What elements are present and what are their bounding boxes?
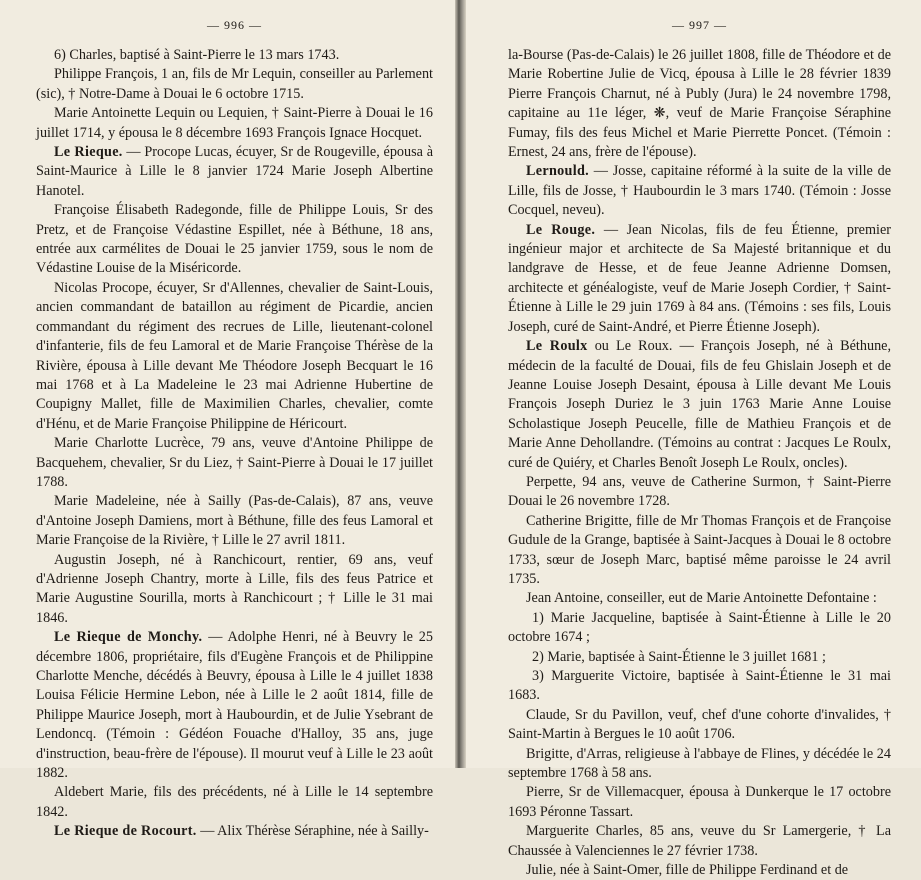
entry-heading: Le Rouge.	[526, 221, 596, 238]
entry-heading: Le Roulx	[526, 338, 588, 355]
entry: Julie, née à Saint-Omer, fille de Philippe Ferdinand et de	[526, 862, 849, 879]
entry: Pierre, Sr de Villemacquer, épousa à Dunkerque le 17 octobre 1693 Péronne Tassart.	[508, 784, 891, 820]
entry: Aldebert Marie, fils des précédents, né à Lille le 14 septembre 1842.	[36, 784, 433, 820]
entry: Perpette, 94 ans, veuve de Catherine Surmon, † Saint-Pierre Douai le 26 novembre 1728.	[508, 473, 891, 510]
entry: Lernould. — Josse, capitaine réformé à la suite de la ville de Lille, fils de Josse, † Haubourdin le 3 mars 1740. (Témoin : Josse Cocquel, neveu).	[508, 163, 891, 219]
left-page	[0, 0, 455, 840]
entry: Augustin Joseph, né à Ranchicourt, rentier, 69 ans, veuf d'Adrienne Joseph Chantry, morte à Lille, fils des feus Patrice et Marie Augustine Sourilla, morts à Ranchicourt ; † Lille le 31 mai 1846.	[36, 551, 433, 626]
entry: Le Rouge. — Jean Nicolas, fils de feu Étienne, premier ingénieur major et architecte de Sa Majesté britannique et du landgrave de Hesse, et de feue Jeanne Adrienne Domsen, architecte et généalogiste, veuf de Marie Joseph Cordier, † Saint-Étienne à Lille le 29 juin 1769 à 84 ans. (Témoins : ses fils, Louis Joseph, curé de Saint-André, et Pierre Étienne Joseph).	[508, 221, 891, 335]
entry: 2) Marie, baptisée à Saint-Étienne le 3 juillet 1681 ;	[532, 648, 826, 665]
entry-heading: Le Rieque de Rocourt.	[54, 823, 197, 840]
entry: Marie Madeleine, née à Sailly (Pas-de-Calais), 87 ans, veuve d'Antoine Joseph Damiens, mort à Béthune, fille des feus Lamoral et Marie Françoise de la Rivière, † Lille le 27 avril 1811.	[36, 493, 433, 549]
entry: 3) Marguerite Victoire, baptisée à Saint-Étienne le 31 mai 1683.	[508, 668, 891, 704]
entry: 6) Charles, baptisé à Saint-Pierre le 13 mars 1743.	[54, 47, 340, 63]
page-number-right: — 997 —	[672, 18, 727, 32]
entry-heading: Le Rieque.	[54, 144, 123, 161]
entry: Le Rieque de Monchy. — Adolphe Henri, né à Beuvry le 25 décembre 1806, propriétaire, fils d'Eugène François et de Philippine Charlotte Menche, décédés à Beuvry, épousa à Lille le 4 juillet 1838 Louisa Félicie Hermine Lebon, née à Lille le 2 août 1814, fille de Philippe Maurice Joseph, mort à Haubourdin, et de Julie Ysebrant de Lendoncq. (Témoin : Gédéon Fouache d'Halloy, 35 ans, juge d'instruction, beau-frère de l'épouse). Il mourut veuf à Lille le 23 août 1882.	[36, 629, 433, 782]
entry: Le Rieque. — Procope Lucas, écuyer, Sr de Rougeville, épousa à Saint-Maurice à Lille le 8 janvier 1724 Marie Joseph Albertine Hanotel.	[36, 144, 434, 199]
page-number-left: — 996 —	[207, 18, 262, 32]
right-text	[508, 46, 891, 880]
entry: Nicolas Procope, écuyer, Sr d'Allennes, chevalier de Saint-Louis, ancien commandant de bataillon au régiment de Picardie, ancien commandant du régiment des recrues de Lille, lieutenant-colonel d'infanterie, fils de feu Lamoral et de Marie Françoise Thérèse de la Rivière, épousa à Lille devant Me Théodore Joseph Becquart le 16 mai 1768 et à La Madeleine le 23 mai Adrienne Hubertine de Coupigny Mallet, fille de Maximilien Charles, chevalier, comte d'Hénu, et de Marie Françoise Philippine de Héricourt.	[36, 279, 433, 432]
entry: Catherine Brigitte, fille de Mr Thomas François et de Françoise Gudule de la Grange, baptisée à Saint-Jacques à Douai le 8 octobre 1733, sœur de Joseph Marc, baptisé même paroisse le 24 avril 1735.	[508, 512, 891, 587]
entry: la-Bourse (Pas-de-Calais) le 26 juillet 1808, fille de Théodore et de Marie Robertine Julie de Vicq, épousa à Lille le 28 février 1839 Pierre François Charnut, né à Publy (Jura) le 24 novembre 1798, capitaine au 11e léger, ❋, veuf de Marie Françoise Séraphine Fumay, fils des feus Michel et Marie Pierrette Poncet. (Témoin : Ernest, 24 ans, frère de l'épouse).	[508, 47, 891, 161]
right-page	[466, 0, 921, 879]
entry: Claude, Sr du Pavillon, veuf, chef d'une cohorte d'invalides, † Saint-Martin à Bergues le 10 août 1706.	[508, 706, 891, 743]
entry: Jean Antoine, conseiller, eut de Marie Antoinette Defontaine :	[526, 590, 877, 607]
left-text	[36, 46, 433, 842]
entry: Marie Antoinette Lequin ou Lequien, † Saint-Pierre à Douai le 16 juillet 1714, y épousa le 8 décembre 1693 François Ignace Hocquet.	[36, 105, 433, 141]
entry-heading: Lernould.	[526, 163, 590, 180]
entry: Le Rieque de Rocourt. — Alix Thérèse Séraphine, née à Sailly-	[54, 823, 429, 840]
entry: Brigitte, d'Arras, religieuse à l'abbaye de Flines, y décédée le 24 septembre 1768 à 58 ans.	[508, 745, 891, 782]
entry: Le Roulx ou Le Roux. — François Joseph, né à Béthune, médecin de la faculté de Douai, fils de feu Ghislain Joseph et de Jeanne Louise Joseph Desaint, épousa à Lille devant Me Louis François Joseph Duriez le 3 juin 1763 Marie Anne Louise Scholastique Joseph Peucelle, fille de Mathieu François et de Marie Anne Dehollandre. (Témoins au contrat : Jacques Le Roulx, curé de Quiéry, et Charles Benoît Joseph Le Roulx, oncles).	[508, 338, 892, 471]
entry: 1) Marie Jacqueline, baptisée à Saint-Étienne à Lille le 20 octobre 1674 ;	[508, 609, 891, 646]
entry: Marie Charlotte Lucrèce, 79 ans, veuve d'Antoine Philippe de Bacquehem, chevalier, Sr du Liez, † Saint-Pierre à Douai le 17 juillet 1788.	[36, 435, 433, 490]
entry-heading: Le Rieque de Monchy.	[54, 629, 203, 646]
entry: Philippe François, 1 an, fils de Mr Lequin, conseiller au Parlement (sic), † Notre-Dame à Douai le 6 octobre 1715.	[36, 66, 433, 102]
entry: Marguerite Charles, 85 ans, veuve du Sr Lamergerie, † La Chaussée à Valenciennes le 27 février 1738.	[508, 823, 891, 859]
entry: Françoise Élisabeth Radegonde, fille de Philippe Louis, Sr des Pretz, et de Françoise Védastine Espillet, née à Béthune, 18 ans, entrée aux carmélites de Douai le 25 janvier 1759, sous le nom de Védastine Louise de la Miséricorde.	[36, 202, 433, 277]
book-gutter	[455, 0, 466, 768]
